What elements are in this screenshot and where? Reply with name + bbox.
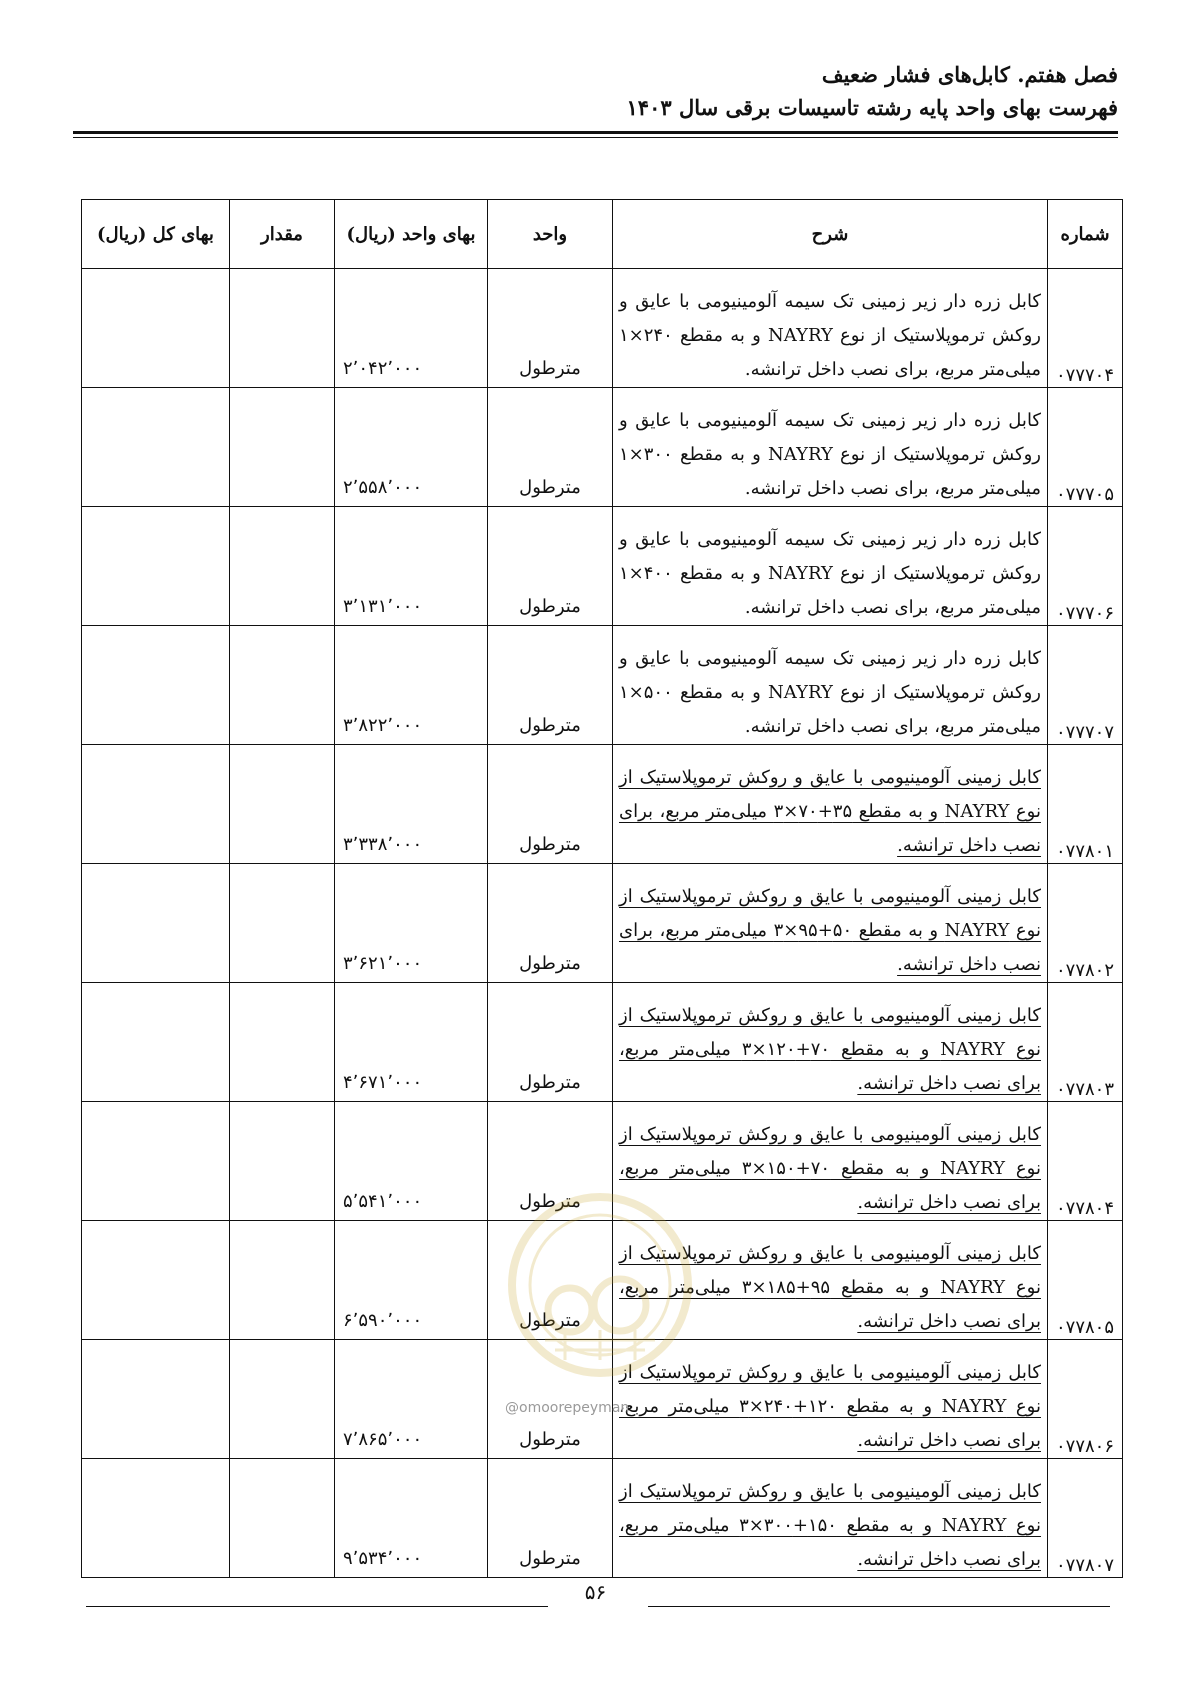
item-unit-price: ۳٬۱۳۱٬۰۰۰ bbox=[335, 507, 488, 626]
item-description: کابل زره دار زیر زمینی تک سیمه آلومینیومی با عایق و روکش ترموپلاستیک از نوع NAYRY و به مقطع ۲۴۰×۱ میلی‌متر مربع، برای نصب داخل ترانشه. bbox=[613, 269, 1048, 388]
item-unit: مترطول bbox=[488, 1102, 613, 1221]
item-unit: مترطول bbox=[488, 626, 613, 745]
item-number: ۰۷۷۸۰۵ bbox=[1048, 1221, 1123, 1340]
table-row bbox=[82, 626, 1123, 745]
item-unit: مترطول bbox=[488, 1221, 613, 1340]
item-number: ۰۷۷۸۰۶ bbox=[1048, 1340, 1123, 1459]
item-quantity bbox=[230, 983, 335, 1102]
item-quantity bbox=[230, 269, 335, 388]
item-total-price bbox=[82, 1459, 230, 1578]
item-total-price bbox=[82, 388, 230, 507]
item-quantity bbox=[230, 1221, 335, 1340]
item-total-price bbox=[82, 983, 230, 1102]
footer-rule-right bbox=[648, 1606, 1110, 1607]
watermark-seal-icon bbox=[505, 1190, 695, 1380]
column-header-quantity: مقدار bbox=[230, 200, 335, 269]
item-unit-price: ۳٬۶۲۱٬۰۰۰ bbox=[335, 864, 488, 983]
item-unit: مترطول bbox=[488, 864, 613, 983]
item-unit-price: ۲٬۰۴۲٬۰۰۰ bbox=[335, 269, 488, 388]
item-unit-price: ۵٬۵۴۱٬۰۰۰ bbox=[335, 1102, 488, 1221]
table-row bbox=[82, 388, 1123, 507]
table-row bbox=[82, 983, 1123, 1102]
item-number: ۰۷۷۸۰۱ bbox=[1048, 745, 1123, 864]
item-description: کابل زمینی آلومینیومی با عایق و روکش ترموپلاستیک از نوع NAYRY و به مقطع ۷۰+۱۲۰×۳ میلی‌متر مربع، برای نصب داخل ترانشه. bbox=[613, 983, 1048, 1102]
item-total-price bbox=[82, 1102, 230, 1221]
item-unit: مترطول bbox=[488, 507, 613, 626]
item-number: ۰۷۷۸۰۷ bbox=[1048, 1459, 1123, 1578]
item-number: ۰۷۷۷۰۵ bbox=[1048, 388, 1123, 507]
item-description: کابل زمینی آلومینیومی با عایق و روکش ترموپلاستیک از نوع NAYRY و به مقطع ۵۰+۹۵×۳ میلی‌متر مربع، برای نصب داخل ترانشه. bbox=[613, 864, 1048, 983]
header-rule-thick bbox=[73, 131, 1118, 134]
footer-rule-left bbox=[86, 1606, 548, 1607]
table-row bbox=[82, 269, 1123, 388]
column-header-unit-price: بهای واحد (ریال) bbox=[335, 200, 488, 269]
item-number: ۰۷۷۸۰۳ bbox=[1048, 983, 1123, 1102]
item-quantity bbox=[230, 1459, 335, 1578]
watermark-handle: @omoorepeyman bbox=[505, 1400, 630, 1416]
item-unit-price: ۳٬۳۳۸٬۰۰۰ bbox=[335, 745, 488, 864]
item-description: کابل زمینی آلومینیومی با عایق و روکش ترموپلاستیک از نوع NAYRY و به مقطع ۱۲۰+۲۴۰×۳ میلی‌متر مربع، برای نصب داخل ترانشه. bbox=[613, 1340, 1048, 1459]
item-description: کابل زمینی آلومینیومی با عایق و روکش ترموپلاستیک از نوع NAYRY و به مقطع ۱۵۰+۳۰۰×۳ میلی‌متر مربع، برای نصب داخل ترانشه. bbox=[613, 1459, 1048, 1578]
item-unit-price: ۷٬۸۶۵٬۰۰۰ bbox=[335, 1340, 488, 1459]
item-quantity bbox=[230, 626, 335, 745]
table-header-row bbox=[82, 200, 1123, 269]
item-number: ۰۷۷۷۰۶ bbox=[1048, 507, 1123, 626]
item-quantity bbox=[230, 388, 335, 507]
item-description: کابل زره دار زیر زمینی تک سیمه آلومینیومی با عایق و روکش ترموپلاستیک از نوع NAYRY و به مقطع ۵۰۰×۱ میلی‌متر مربع، برای نصب داخل ترانشه. bbox=[613, 626, 1048, 745]
item-total-price bbox=[82, 864, 230, 983]
item-total-price bbox=[82, 626, 230, 745]
item-unit: مترطول bbox=[488, 1340, 613, 1459]
table-row bbox=[82, 507, 1123, 626]
item-number: ۰۷۷۷۰۴ bbox=[1048, 269, 1123, 388]
item-quantity bbox=[230, 1340, 335, 1459]
item-unit: مترطول bbox=[488, 388, 613, 507]
page-header bbox=[73, 58, 1118, 124]
item-unit: مترطول bbox=[488, 269, 613, 388]
item-quantity bbox=[230, 507, 335, 626]
column-header-total-price: بهای کل (ریال) bbox=[82, 200, 230, 269]
item-total-price bbox=[82, 745, 230, 864]
table-row bbox=[82, 864, 1123, 983]
header-rule-thin bbox=[73, 137, 1118, 138]
item-description: کابل زمینی آلومینیومی با عایق و روکش ترموپلاستیک از نوع NAYRY و به مقطع ۷۰+۱۵۰×۳ میلی‌متر مربع، برای نصب داخل ترانشه. bbox=[613, 1102, 1048, 1221]
item-total-price bbox=[82, 269, 230, 388]
column-header-number: شماره bbox=[1048, 200, 1123, 269]
item-unit-price: ۶٬۵۹۰٬۰۰۰ bbox=[335, 1221, 488, 1340]
item-unit-price: ۴٬۶۷۱٬۰۰۰ bbox=[335, 983, 488, 1102]
item-unit-price: ۹٬۵۳۴٬۰۰۰ bbox=[335, 1459, 488, 1578]
table-row bbox=[82, 1459, 1123, 1578]
item-total-price bbox=[82, 507, 230, 626]
column-header-unit: واحد bbox=[488, 200, 613, 269]
column-header-description: شرح bbox=[613, 200, 1048, 269]
item-number: ۰۷۷۸۰۲ bbox=[1048, 864, 1123, 983]
item-quantity bbox=[230, 745, 335, 864]
item-unit-price: ۳٬۸۲۲٬۰۰۰ bbox=[335, 626, 488, 745]
table-row bbox=[82, 745, 1123, 864]
item-description: کابل زمینی آلومینیومی با عایق و روکش ترموپلاستیک از نوع NAYRY و به مقطع ۹۵+۱۸۵×۳ میلی‌متر مربع، برای نصب داخل ترانشه. bbox=[613, 1221, 1048, 1340]
item-unit-price: ۲٬۵۵۸٬۰۰۰ bbox=[335, 388, 488, 507]
page-number: ۵۶ bbox=[584, 1580, 607, 1604]
item-description: کابل زره دار زیر زمینی تک سیمه آلومینیومی با عایق و روکش ترموپلاستیک از نوع NAYRY و به مقطع ۴۰۰×۱ میلی‌متر مربع، برای نصب داخل ترانشه. bbox=[613, 507, 1048, 626]
item-total-price bbox=[82, 1340, 230, 1459]
item-number: ۰۷۷۸۰۴ bbox=[1048, 1102, 1123, 1221]
item-quantity bbox=[230, 1102, 335, 1221]
item-unit: مترطول bbox=[488, 1459, 613, 1578]
item-unit: مترطول bbox=[488, 983, 613, 1102]
item-description: کابل زره دار زیر زمینی تک سیمه آلومینیومی با عایق و روکش ترموپلاستیک از نوع NAYRY و به مقطع ۳۰۰×۱ میلی‌متر مربع، برای نصب داخل ترانشه. bbox=[613, 388, 1048, 507]
document-subtitle: فهرست بهای واحد پایه رشته تاسیسات برقی سال ۱۴۰۳ bbox=[626, 95, 1118, 120]
item-total-price bbox=[82, 1221, 230, 1340]
item-description: کابل زمینی آلومینیومی با عایق و روکش ترموپلاستیک از نوع NAYRY و به مقطع ۳۵+۷۰×۳ میلی‌متر مربع، برای نصب داخل ترانشه. bbox=[613, 745, 1048, 864]
item-quantity bbox=[230, 864, 335, 983]
item-unit: مترطول bbox=[488, 745, 613, 864]
item-number: ۰۷۷۷۰۷ bbox=[1048, 626, 1123, 745]
chapter-title: فصل هفتم. کابل‌های فشار ضعیف bbox=[821, 62, 1118, 87]
